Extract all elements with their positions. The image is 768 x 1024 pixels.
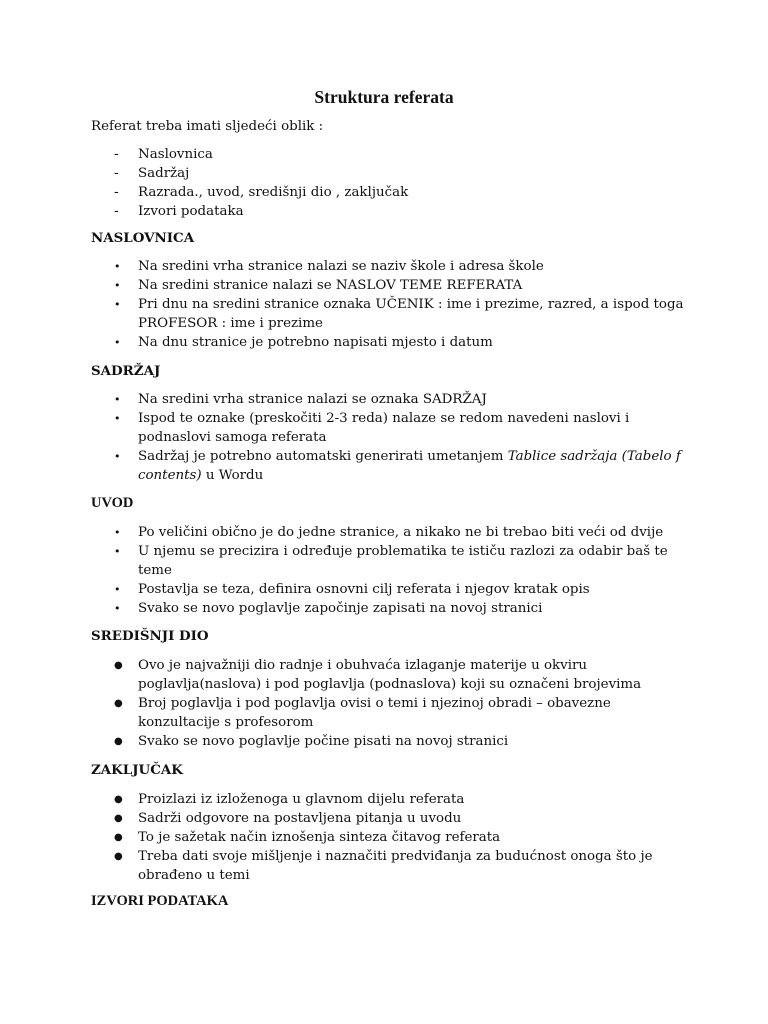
- bullet-marker: •: [114, 412, 121, 425]
- list-item: ● Broj poglavlja i pod poglavlja ovisi o temi i njezinoj obradi – obavezne konzultacije s profesorom: [114, 696, 611, 730]
- dot-marker: ●: [114, 660, 123, 671]
- list-item: ● Svako se novo poglavlje počine pisati na novoj stranici: [114, 734, 509, 749]
- uvod-list: [0, 523, 768, 618]
- section-heading-sadrzaj: SADRŽAJ: [91, 363, 161, 379]
- list-item: • Na sredini vrha stranice nalazi se oznaka SADRŽAJ: [114, 392, 487, 407]
- list-item: • Na dnu stranice je potrebno napisati mjesto i datum: [114, 335, 493, 350]
- list-item: - Sadržaj: [114, 166, 190, 181]
- list-item: • Po veličini obično je do jedne stranice, a nikako ne bi trebao biti veći od dvije: [114, 525, 664, 540]
- intro-text: Referat treba imati sljedeći oblik :: [91, 119, 324, 134]
- dot-marker: ●: [114, 851, 123, 862]
- bullet-marker: •: [114, 602, 121, 615]
- bullet-marker: •: [114, 336, 121, 349]
- list-item: ● Ovo je najvažniji dio radnje i obuhvaća izlaganje materije u okviru poglavlja(naslova) i pod poglavlja (podnaslova) koji su označeni brojevima: [114, 658, 642, 692]
- zakljucak-list: [0, 790, 768, 885]
- list-item: - Naslovnica: [114, 147, 213, 162]
- sredisnji-list: [0, 656, 768, 751]
- dash-marker: -: [114, 147, 119, 162]
- dash-marker: -: [114, 166, 119, 181]
- list-item: • Sadržaj je potrebno automatski generirati umetanjem Tablice sadržaja (Tabelo f contents) u Wordu: [114, 449, 681, 483]
- bullet-marker: •: [114, 298, 121, 311]
- naslovnica-list: [0, 257, 768, 352]
- list-item: • Postavlja se teza, definira osnovni cilj referata i njegov kratak opis: [114, 582, 590, 597]
- list-item: • Pri dnu na sredini stranice oznaka UČENIK : ime i prezime, razred, a ispod toga PROFESOR : ime i prezime: [114, 297, 684, 331]
- list-item: ● Treba dati svoje mišljenje i naznačiti predviđanja za budućnost onoga što je obrađeno u temi: [114, 849, 653, 883]
- bullet-marker: •: [114, 583, 121, 596]
- list-item: ● Sadrži odgovore na postavljena pitanja u uvodu: [114, 811, 462, 826]
- bullet-marker: •: [114, 526, 121, 539]
- bullet-marker: •: [114, 279, 121, 292]
- list-item: - Izvori podataka: [114, 204, 244, 219]
- list-item: • Na sredini stranice nalazi se NASLOV TEME REFERATA: [114, 278, 523, 293]
- bullet-marker: •: [114, 260, 121, 273]
- list-item: • Ispod te oznake (preskočiti 2-3 reda) nalaze se redom navedeni naslovi i podnaslovi samoga referata: [114, 411, 630, 445]
- list-item: • Na sredini vrha stranice nalazi se naziv škole i adresa škole: [114, 259, 544, 274]
- dash-marker: -: [114, 204, 119, 219]
- dot-marker: ●: [114, 832, 123, 843]
- section-heading-uvod: UVOD: [91, 495, 134, 511]
- bullet-marker: •: [114, 450, 121, 463]
- dash-marker: -: [114, 185, 119, 200]
- document-title: Struktura referata: [314, 87, 454, 107]
- list-item: • Svako se novo poglavlje započinje zapisati na novoj stranici: [114, 601, 543, 616]
- list-item: ● To je sažetak način iznošenja sinteza čitavog referata: [114, 830, 501, 845]
- dot-marker: ●: [114, 698, 123, 709]
- section-heading-naslovnica: NASLOVNICA: [91, 230, 195, 246]
- section-heading-zakljucak: ZAKLJUČAK: [91, 762, 183, 778]
- bullet-marker: •: [114, 393, 121, 406]
- outline-list: [0, 145, 768, 221]
- section-heading-sredisnji-dio: SREDIŠNJI DIO: [91, 628, 209, 644]
- section-heading-izvori-podataka: IZVORI PODATAKA: [91, 893, 229, 909]
- bullet-marker: •: [114, 545, 121, 558]
- list-item: ● Proizlazi iz izloženoga u glavnom dijelu referata: [114, 792, 465, 807]
- list-item: • U njemu se precizira i određuje problematika te ističu razlozi za odabir baš te teme: [114, 544, 668, 578]
- dot-marker: ●: [114, 813, 123, 824]
- dot-marker: ●: [114, 736, 123, 747]
- sadrzaj-list: [0, 390, 768, 485]
- list-item: - Razrada., uvod, središnji dio , zaključak: [114, 185, 409, 200]
- dot-marker: ●: [114, 794, 123, 805]
